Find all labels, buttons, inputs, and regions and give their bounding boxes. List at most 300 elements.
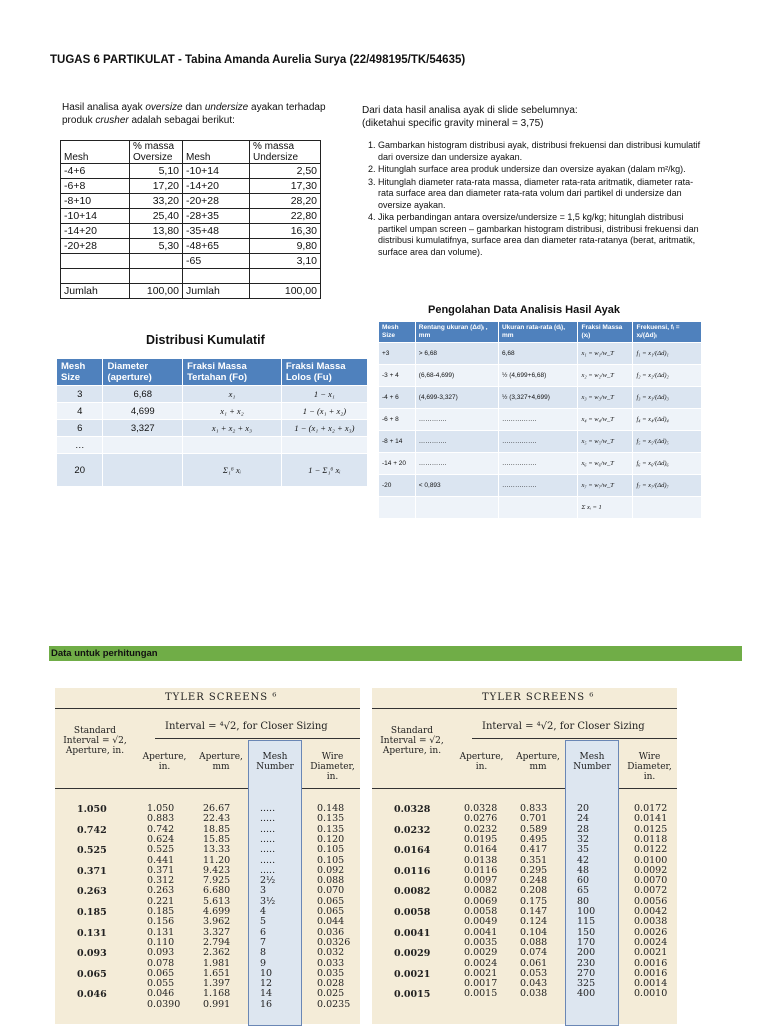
tyler-cell: 11.20 [203, 854, 231, 866]
tyler-cell: 100 [577, 906, 596, 917]
tyler-cell: 0.263 [147, 885, 175, 897]
tyler-standard-cell: 0.0232 [394, 824, 431, 836]
pengolahan-row [379, 431, 702, 453]
tyler-standard-cell: 0.093 [77, 948, 107, 960]
mass-row [61, 224, 321, 239]
pengolahan-header-cell: Ukuran rata-rata (dᵢ), mm [498, 322, 577, 343]
tyler-cell: 0.0082 [464, 885, 498, 897]
mass-cell: 33,20 [130, 194, 183, 209]
tyler-standard-cell: 0.525 [77, 845, 107, 857]
kumulatif-cell: Σ₁⁶ xᵢ [183, 454, 282, 487]
pengolahan-row [379, 497, 702, 519]
kumulatif-cell: 6 [57, 420, 103, 437]
pengolahan-cell: …………. [415, 453, 498, 475]
tyler-rule [372, 708, 677, 709]
tyler-cell: 2½ [260, 875, 276, 887]
tyler-cell: 0.0122 [634, 844, 668, 856]
tyler-header: Aperture, mm [199, 752, 243, 772]
tyler-cell: 2.794 [203, 936, 231, 948]
pengolahan-cell: -8 + 14 [379, 431, 416, 453]
mass-cell [61, 254, 130, 269]
tyler-standard-cell: 0.0021 [394, 968, 431, 980]
tyler-cell: 0.0042 [634, 906, 668, 917]
kumulatif-header [57, 359, 368, 386]
kumulatif-title: Distribusi Kumulatif [146, 333, 265, 347]
pengolahan-cell: x₅ = w₅/w_T [578, 431, 633, 453]
tyler-cell: 65 [577, 885, 590, 897]
kumulatif-header-cell: Mesh Size [57, 359, 103, 386]
kumulatif-cell: 3,327 [103, 420, 183, 437]
header-cell: % massa Oversize [130, 141, 183, 164]
header-cell: Mesh [61, 141, 130, 164]
tyler-cell: 0.033 [317, 957, 345, 969]
pengolahan-cell: ……………. [498, 453, 577, 475]
intro-part: adalah sebagai berikut: [128, 115, 235, 126]
tyler-header: Standard Interval = √2, Aperture, in. [63, 726, 127, 756]
tyler-cell: 0.110 [147, 936, 175, 948]
mass-cell: -14+20 [61, 224, 130, 239]
tyler-cell: 0.0070 [634, 875, 668, 887]
tyler-standard-cell: 0.0328 [394, 804, 431, 815]
tyler-cell: 400 [577, 988, 596, 1000]
section-label: Data untuk perhitungan [51, 648, 158, 659]
mass-row [61, 194, 321, 209]
tyler-cell: 0.0097 [464, 875, 498, 887]
question-item: 1. Gambarkan histogram distribusi ayak, distribusi frekuensi dan distribusi kumulatif dari oversize dan undersize ayakan. [378, 140, 707, 163]
tyler-cell: 0.0164 [464, 844, 498, 856]
pengolahan-cell: f₅ = x₅/(Δd)₅ [633, 431, 702, 453]
tyler-cell: 0.088 [520, 936, 548, 948]
kumulatif-row [57, 420, 368, 437]
tyler-cell: 0.092 [317, 864, 345, 876]
mass-cell: -48+65 [183, 239, 250, 254]
pengolahan-cell: …………. [415, 431, 498, 453]
kumulatif-cell: … [57, 437, 103, 454]
tyler-cell: 6 [260, 926, 267, 938]
tyler-cell: 0.0276 [464, 813, 498, 825]
tyler-cell: ..... [260, 844, 276, 856]
tyler-cell: 0.295 [520, 864, 548, 876]
tyler-cell: 0.065 [317, 906, 345, 917]
mass-table-header [61, 141, 321, 164]
tyler-cell: 0.0141 [634, 813, 668, 825]
intro-part: Hasil analisa ayak [62, 102, 146, 113]
pengolahan-cell: -6 + 8 [379, 409, 416, 431]
pengolahan-cell: f₁ = x₁/(Δd)₁ [633, 343, 702, 365]
pengolahan-cell: ……………. [498, 409, 577, 431]
pengolahan-header [379, 322, 702, 343]
tyler-cell: 0.078 [147, 957, 175, 969]
tyler-cell: 200 [577, 947, 596, 959]
pengolahan-cell: x₆ = w₆/w_T [578, 453, 633, 475]
tyler-cell: 0.742 [147, 823, 175, 835]
tyler-cell: 0.148 [317, 803, 345, 814]
tyler-cell: 0.0029 [464, 947, 498, 959]
pengolahan-row [379, 387, 702, 409]
kumulatif-header-cell: Fraksi Massa Lolos (Fu) [281, 359, 367, 386]
pengolahan-cell: x₃ = w₃/w_T [578, 387, 633, 409]
tyler-cell: 0.104 [520, 926, 548, 938]
tyler-cell: 1.050 [147, 803, 175, 814]
tyler-cell: 0.131 [147, 926, 175, 938]
intro-part: dan [182, 102, 205, 113]
tyler-cell: 1.397 [203, 978, 231, 990]
tyler-cell: 0.124 [520, 916, 548, 928]
tyler-header: Aperture, mm [516, 752, 560, 772]
pengolahan-cell: > 6,68 [415, 343, 498, 365]
tyler-cell: 0.0092 [634, 864, 668, 876]
tyler-cell: ..... [260, 803, 276, 814]
pengolahan-cell: ……………. [498, 431, 577, 453]
tyler-cell: 0.074 [520, 947, 548, 959]
tyler-header: Mesh Number [256, 752, 294, 772]
mass-total-cell: 100,00 [250, 284, 321, 299]
pengolahan-cell: x₁ = w₁/w_T [578, 343, 633, 365]
tyler-cell: 0.035 [317, 967, 345, 979]
pengolahan-header-cell: Mesh Size [379, 322, 416, 343]
tyler-standard-cell: 0.0058 [394, 907, 431, 918]
pengolahan-cell: -20 [379, 475, 416, 497]
tyler-rule [372, 788, 677, 789]
tyler-cell: 0.0195 [464, 833, 498, 845]
tyler-cell: 0.0235 [317, 998, 351, 1010]
mass-cell: 3,10 [250, 254, 321, 269]
tyler-cell: 0.417 [520, 844, 548, 856]
intro-oversize: oversize [145, 102, 183, 113]
tyler-title: TYLER SCREENS ⁶ [482, 692, 595, 703]
mass-cell: 9,80 [250, 239, 321, 254]
question-item: 3. Hitunglah diameter rata-rata massa, diameter rata-rata aritmatik, diameter rata-rata surface area dan diameter rata-rata volum dari partikel di undersize dan oversize ayakan. [378, 177, 707, 212]
pengolahan-cell [415, 497, 498, 519]
tyler-cell: 0.0232 [464, 823, 498, 835]
tyler-title: TYLER SCREENS ⁶ [165, 692, 278, 703]
mass-cell: 17,20 [130, 179, 183, 194]
tyler-cell: 60 [577, 875, 590, 887]
tyler-cell: 0.0014 [634, 978, 668, 990]
tyler-cell: 0.0021 [634, 947, 668, 959]
mass-total-cell: 100,00 [130, 284, 183, 299]
tyler-cell: ..... [260, 854, 276, 866]
questions-block [362, 104, 707, 259]
tyler-cell: 0.371 [147, 864, 175, 876]
tyler-cell: ..... [260, 813, 276, 825]
pengolahan-row [379, 365, 702, 387]
kumulatif-cell: x₁ + x₂ + x₃ [183, 420, 282, 437]
mass-cell: -20+28 [61, 239, 130, 254]
tyler-standard-cell: 0.046 [77, 989, 107, 1001]
questions-head-line: Dari data hasil analisa ayak di slide sebelumnya: [362, 105, 578, 116]
mass-cell: -20+28 [183, 194, 250, 209]
kumulatif-row [57, 403, 368, 420]
mass-table [60, 140, 321, 299]
tyler-cell: 9 [260, 957, 267, 969]
tyler-cell: 0.0035 [464, 936, 498, 948]
tyler-cell: 0.065 [147, 967, 175, 979]
tyler-cell: 150 [577, 926, 596, 938]
tyler-cell: 8 [260, 947, 267, 959]
pengolahan-table [378, 321, 702, 519]
pengolahan-cell: -14 + 20 [379, 453, 416, 475]
tyler-cell: 0.0016 [634, 967, 668, 979]
intro-part: ayakan terhadap produk [62, 102, 326, 126]
tyler-cell: 0.589 [520, 823, 548, 835]
tyler-standard-cell: 0.0029 [394, 948, 431, 960]
pengolahan-title: Pengolahan Data Analisis Hasil Ayak [428, 304, 620, 316]
question-item: 4. Jika perbandingan antara oversize/undersize = 1,5 kg/kg; hitunglah distribusi partikel umpan screen – gambarkan histogram distribusi, distribusi frekuensi dan distribusi kumulatifnya, surface area dan diameter rata-ratanya (berat, aritmatik, surface area dan volume). [378, 212, 707, 258]
tyler-cell: 0.0010 [634, 988, 668, 1000]
tyler-cell: 0.135 [317, 823, 345, 835]
mass-cell: 16,30 [250, 224, 321, 239]
tyler-cell: 0.833 [520, 803, 548, 814]
mass-cell: -10+14 [183, 164, 250, 179]
kumulatif-cell: 4,699 [103, 403, 183, 420]
tyler-cell: 0.0017 [464, 978, 498, 990]
kumulatif-row [57, 386, 368, 403]
pengolahan-cell: (4,699-3,327) [415, 387, 498, 409]
tyler-cell: 0.312 [147, 875, 175, 887]
tyler-cell: 0.043 [520, 978, 548, 990]
tyler-cell: 0.0072 [634, 885, 668, 897]
tyler-cell: 7.925 [203, 875, 231, 887]
mass-total-row [61, 284, 321, 299]
tyler-cell: 0.0390 [147, 998, 181, 1010]
tyler-cell: 5.613 [203, 895, 231, 907]
tyler-cell: 325 [577, 978, 596, 990]
pengolahan-cell: < 0,893 [415, 475, 498, 497]
kumulatif-cell: 1 − Σ₁⁶ xᵢ [281, 454, 367, 487]
tyler-cell: 0.036 [317, 926, 345, 938]
tyler-cell: 26.67 [203, 803, 231, 814]
tyler-cell: 0.883 [147, 813, 175, 825]
tyler-cell: 0.0118 [634, 833, 668, 845]
pengolahan-cell: 6,68 [498, 343, 577, 365]
tyler-cell: 0.624 [147, 833, 175, 845]
tyler-cell: 3 [260, 885, 267, 897]
mass-cell: 5,30 [130, 239, 183, 254]
mass-cell: 25,40 [130, 209, 183, 224]
tyler-cell: 24 [577, 813, 590, 825]
kumulatif-cell: 1 − x₁ [281, 386, 367, 403]
pengolahan-cell: f₇ = x₇/(Δd)₇ [633, 475, 702, 497]
mass-cell: 17,30 [250, 179, 321, 194]
tyler-standard-cell: 0.0116 [394, 865, 431, 877]
tyler-cell: 10 [260, 967, 273, 979]
pengolahan-cell: -3 + 4 [379, 365, 416, 387]
tyler-cell: 0.701 [520, 813, 548, 825]
tyler-cell: 0.0328 [464, 803, 498, 814]
tyler-cell: 0.105 [317, 844, 345, 856]
mass-cell: -10+14 [61, 209, 130, 224]
tyler-cell: 0.025 [317, 988, 345, 1000]
tyler-header: Wire Diameter, in. [627, 752, 672, 782]
mass-total-cell: Jumlah [183, 284, 250, 299]
intro-text [62, 101, 332, 127]
mass-cell: 22,80 [250, 209, 321, 224]
tyler-cell: 0.0026 [634, 926, 668, 938]
mass-row [61, 179, 321, 194]
tyler-cell: 2.362 [203, 947, 231, 959]
tyler-cell: 0.070 [317, 885, 345, 897]
tyler-cell: 7 [260, 936, 267, 948]
pengolahan-cell: ……………. [498, 475, 577, 497]
tyler-cell: 170 [577, 936, 596, 948]
pengolahan-cell: f₃ = x₃/(Δd)₃ [633, 387, 702, 409]
tyler-cell: 0.0038 [634, 916, 668, 928]
mass-cell: 2,50 [250, 164, 321, 179]
tyler-cell: 0.185 [147, 906, 175, 917]
tyler-cell: ..... [260, 864, 276, 876]
tyler-cell: 0.248 [520, 875, 548, 887]
pengolahan-row [379, 475, 702, 497]
tyler-standard-cell: 0.742 [77, 824, 107, 836]
mass-cell: -6+8 [61, 179, 130, 194]
header-cell: Mesh [183, 141, 250, 164]
tyler-standard-cell: 0.0015 [394, 989, 431, 1001]
tyler-cell: 20 [577, 803, 590, 814]
tyler-cell: 0.0016 [634, 957, 668, 969]
tyler-cell: 0.0100 [634, 854, 668, 866]
pengolahan-header-cell: Frekuensi, fᵢ = xᵢ/(Δd)ᵢ [633, 322, 702, 343]
tyler-cell: 4 [260, 906, 267, 917]
mass-total-cell: Jumlah [61, 284, 130, 299]
tyler-cell: 0.0172 [634, 803, 668, 814]
mass-cell: -35+48 [183, 224, 250, 239]
kumulatif-row [57, 454, 368, 487]
tyler-standard-cell: 0.185 [77, 907, 107, 918]
tyler-header: Aperture, in. [142, 752, 187, 772]
tyler-cell: 0.0058 [464, 906, 498, 917]
tyler-cell: 0.088 [317, 875, 345, 887]
questions-head [362, 104, 707, 130]
pengolahan-cell: x₄ = w₄/w_T [578, 409, 633, 431]
mass-cell: -14+20 [183, 179, 250, 194]
tyler-cell: 14 [260, 988, 273, 1000]
tyler-cell: 0.495 [520, 833, 548, 845]
tyler-cell: 0.991 [203, 998, 231, 1010]
intro-undersize: undersize [204, 102, 249, 113]
tyler-cell: 3.327 [203, 926, 231, 938]
tyler-cell: 0.208 [520, 885, 548, 897]
mass-cell [183, 269, 250, 284]
intro-crusher: crusher [95, 115, 129, 126]
tyler-header: Mesh Number [573, 752, 611, 772]
tyler-standard-cell: 0.065 [77, 968, 107, 980]
tyler-cell: 0.055 [147, 978, 175, 990]
tyler-table-right [372, 688, 677, 1024]
tyler-header: Standard Interval = √2, Aperture, in. [380, 726, 444, 756]
tyler-rule [472, 738, 677, 739]
tyler-standard-cell: 0.0164 [394, 845, 431, 857]
kumulatif-header-cell: Fraksi Massa Tertahan (Fo) [183, 359, 282, 386]
tyler-cell: 0.135 [317, 813, 345, 825]
pengolahan-cell: f₂ = x₂/(Δd)₂ [633, 365, 702, 387]
header-cell: % massa Undersize [250, 141, 321, 164]
tyler-cell: 18.85 [203, 823, 231, 835]
pengolahan-cell: Σ xᵢ = 1 [578, 497, 633, 519]
mass-cell: -65 [183, 254, 250, 269]
tyler-cell: 0.093 [147, 947, 175, 959]
tyler-cell: 9.423 [203, 864, 231, 876]
kumulatif-cell: 6,68 [103, 386, 183, 403]
tyler-cell: 0.0041 [464, 926, 498, 938]
tyler-cell: 0.105 [317, 854, 345, 866]
kumulatif-cell [281, 437, 367, 454]
mass-cell: -8+10 [61, 194, 130, 209]
pengolahan-cell [498, 497, 577, 519]
kumulatif-cell: 1 − (x₁ + x₂) [281, 403, 367, 420]
tyler-standard-cell: 1.050 [77, 804, 107, 815]
tyler-cell: 35 [577, 844, 590, 856]
tyler-cell: 1.981 [203, 957, 231, 969]
pengolahan-cell: (6,68-4,699) [415, 365, 498, 387]
tyler-cell: 230 [577, 957, 596, 969]
tyler-cell: 0.061 [520, 957, 548, 969]
tyler-cell: ..... [260, 833, 276, 845]
mass-row [61, 239, 321, 254]
tyler-cell: 0.032 [317, 947, 345, 959]
mass-row [61, 254, 321, 269]
tyler-cell: 22.43 [203, 813, 231, 825]
tyler-cell: 5 [260, 916, 267, 928]
tyler-cell: 0.0125 [634, 823, 668, 835]
mass-cell [130, 269, 183, 284]
kumulatif-cell: 3 [57, 386, 103, 403]
pengolahan-cell [633, 497, 702, 519]
tyler-cell: 0.156 [147, 916, 175, 928]
kumulatif-cell [103, 437, 183, 454]
kumulatif-cell: 1 − (x₁ + x₂ + x₃) [281, 420, 367, 437]
tyler-cell: 0.044 [317, 916, 345, 928]
kumulatif-cell: 4 [57, 403, 103, 420]
tyler-cell: 3½ [260, 895, 276, 907]
pengolahan-row [379, 343, 702, 365]
mass-cell [61, 269, 130, 284]
tyler-cell: 32 [577, 833, 590, 845]
kumulatif-cell: x₁ + x₂ [183, 403, 282, 420]
kumulatif-row [57, 437, 368, 454]
kumulatif-cell [183, 437, 282, 454]
tyler-cell: 0.028 [317, 978, 345, 990]
pengolahan-header-cell: Rentang ukuran (Δd)ᵢ , mm [415, 322, 498, 343]
pengolahan-row [379, 409, 702, 431]
tyler-cell: 0.0056 [634, 895, 668, 907]
tyler-rule [55, 708, 360, 709]
tyler-cell: 0.0024 [634, 936, 668, 948]
tyler-header: Wire Diameter, in. [310, 752, 355, 782]
questions-head-line: (diketahui specific gravity mineral = 3,75) [362, 118, 544, 129]
tyler-cell: 13.33 [203, 844, 231, 856]
tyler-cell: 0.175 [520, 895, 548, 907]
page-title: TUGAS 6 PARTIKULAT - Tabina Amanda Aurelia Surya (22/498195/TK/54635) [50, 54, 466, 66]
mass-cell: 13,80 [130, 224, 183, 239]
tyler-cell: 0.0138 [464, 854, 498, 866]
tyler-standard-cell: 0.131 [77, 927, 107, 939]
tyler-cell: 0.0015 [464, 988, 498, 1000]
pengolahan-cell: x₂ = w₂/w_T [578, 365, 633, 387]
kumulatif-cell: x₁ [183, 386, 282, 403]
tyler-rule [155, 738, 360, 739]
pengolahan-cell: -4 + 6 [379, 387, 416, 409]
tyler-cell: ..... [260, 823, 276, 835]
tyler-standard-cell: 0.0082 [394, 886, 431, 898]
mass-cell [130, 254, 183, 269]
tyler-cell: 270 [577, 967, 596, 979]
pengolahan-cell [379, 497, 416, 519]
pengolahan-row [379, 453, 702, 475]
tyler-cell: 0.0069 [464, 895, 498, 907]
pengolahan-cell: ½ (3,327+4,699) [498, 387, 577, 409]
tyler-cell: 6.680 [203, 885, 231, 897]
